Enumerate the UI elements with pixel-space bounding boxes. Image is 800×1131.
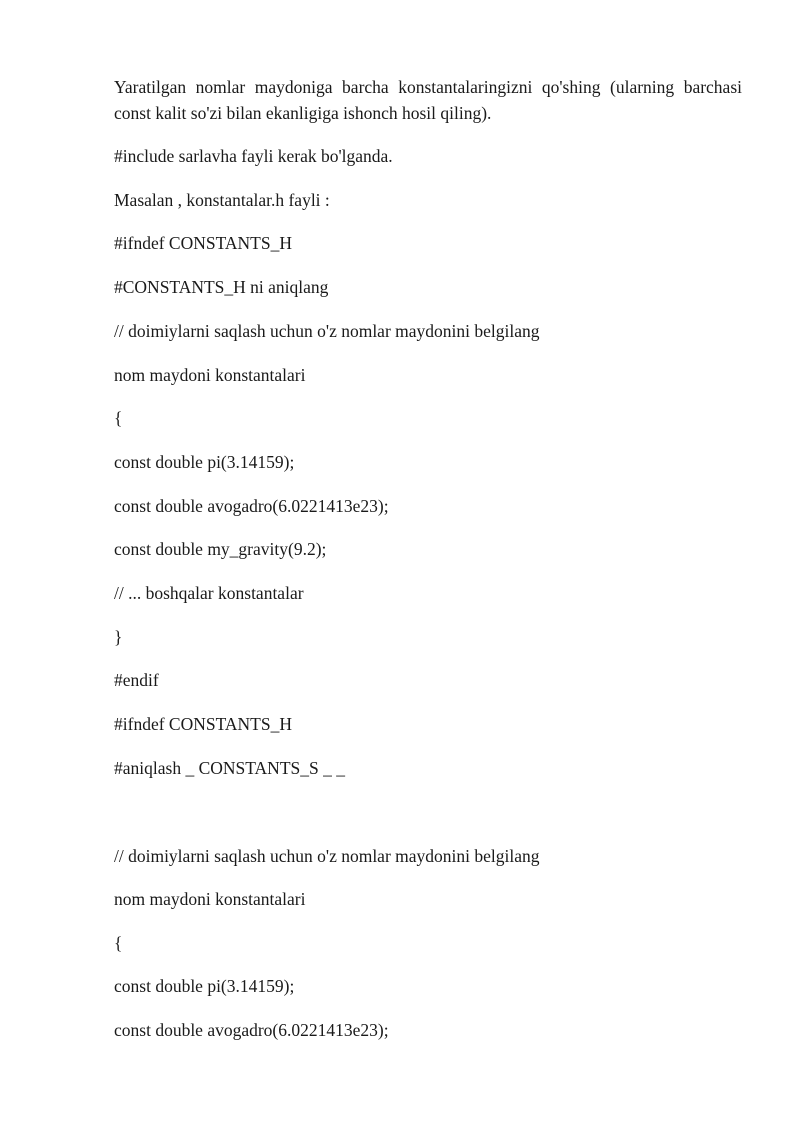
code-line: const double avogadro(6.0221413e23); (114, 496, 389, 516)
code-line: const double avogadro(6.0221413e23); (114, 1020, 389, 1040)
text-line: #include sarlavha fayli kerak bo'lganda. (114, 146, 393, 166)
text-line: nom maydoni konstantalari (114, 365, 306, 385)
code-line: const double my_gravity(9.2); (114, 539, 327, 559)
open-brace-line: { (114, 933, 123, 953)
text-line: #ifndef CONSTANTS_H (114, 714, 292, 734)
text-line: #aniqlash _ CONSTANTS_S _ _ (114, 758, 345, 778)
text-line: nom maydoni konstantalari (114, 889, 306, 909)
text-line: Masalan , konstantalar.h fayli : (114, 190, 330, 210)
text-line: #ifndef CONSTANTS_H (114, 233, 292, 253)
text-line: #CONSTANTS_H ni aniqlang (114, 277, 329, 297)
text-line: #endif (114, 670, 159, 690)
code-comment-line: // ... boshqalar konstantalar (114, 583, 304, 603)
intro-paragraph: Yaratilgan nomlar maydoniga barcha konstantalaringizni qo'shing (ularning barchasi const kalit so'zi bilan ekanligiga ishonch hosil qiling). (114, 77, 742, 123)
open-brace-line: { (114, 408, 123, 428)
code-comment-line: // doimiylarni saqlash uchun o'z nomlar maydonini belgilang (114, 846, 540, 866)
code-comment-line: // doimiylarni saqlash uchun o'z nomlar maydonini belgilang (114, 321, 540, 341)
code-line: const double pi(3.14159); (114, 452, 295, 472)
code-line: const double pi(3.14159); (114, 976, 295, 996)
close-brace-line: } (114, 627, 123, 647)
